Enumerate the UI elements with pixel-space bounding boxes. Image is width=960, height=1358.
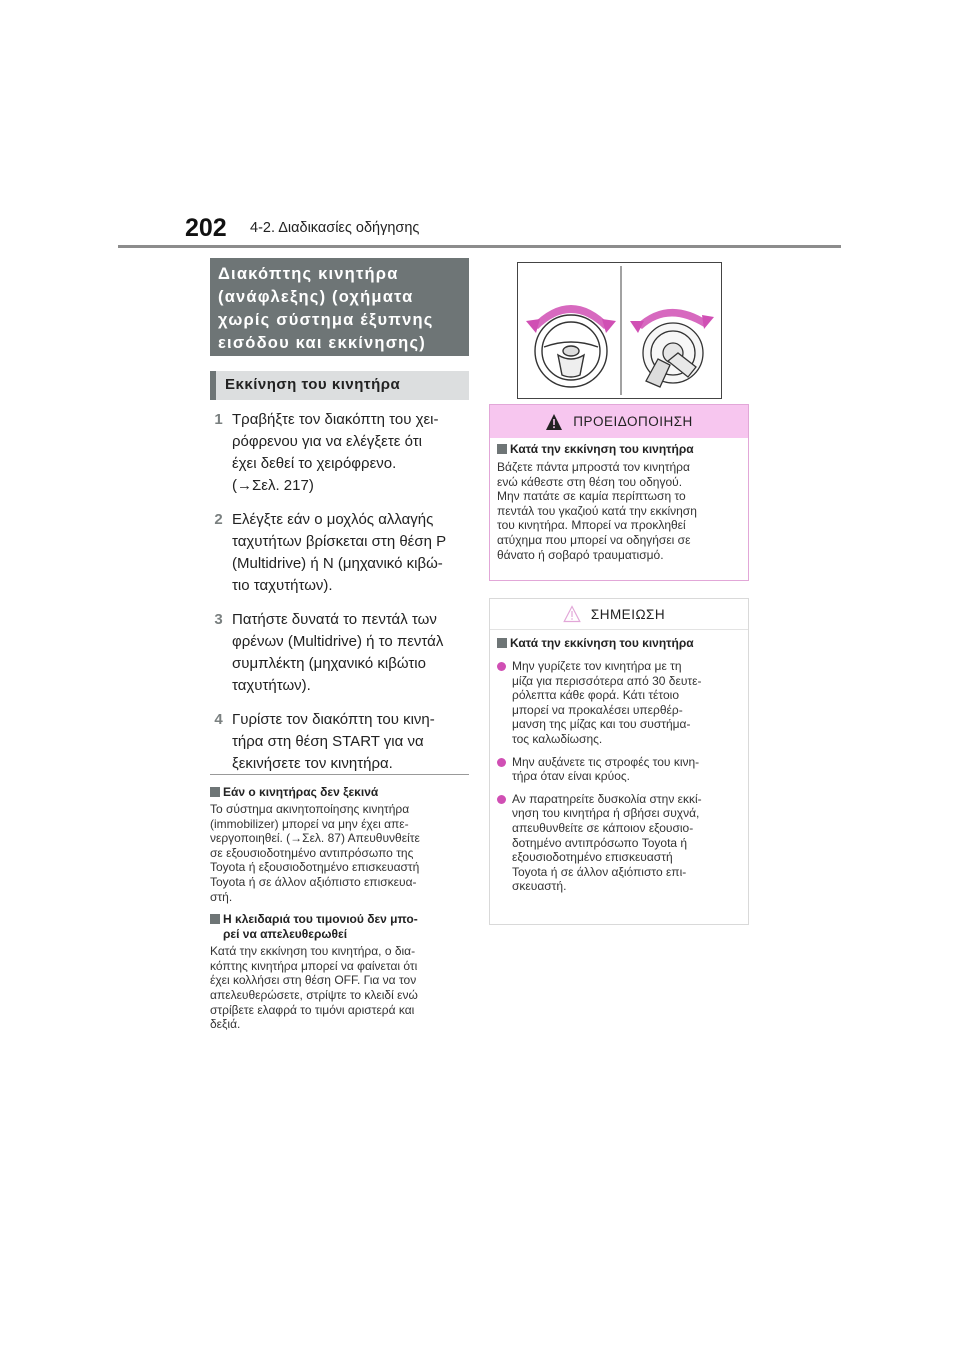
- bullet-line: τήρα όταν είναι κρύος.: [512, 769, 630, 784]
- chapter-title-line: Διακόπτης κινητήρα: [218, 265, 399, 283]
- warning-triangle-icon: [545, 413, 563, 431]
- step-line: ξεκινήσετε τον κινητήρα.: [232, 755, 393, 772]
- note-heading-line: Εάν ο κινητήρας δεν ξεκινά: [223, 785, 379, 799]
- square-bullet-icon: [497, 444, 507, 454]
- note-header: [490, 599, 748, 630]
- steering-ignition-illustration: [517, 262, 722, 399]
- note-heading-line: ρεί να απελευθερωθεί: [223, 927, 348, 942]
- note-line: στρίβετε ελαφρά το τιμόνι αριστερά και: [210, 1002, 415, 1017]
- note-box: [489, 598, 749, 925]
- step-number: 2: [214, 511, 223, 528]
- note-heading: [210, 785, 472, 800]
- step-line: τήρα στη θέση START για να: [232, 733, 424, 750]
- step-line: φρένων (Multidrive) ή το πεντάλ: [232, 633, 444, 650]
- step-text: [227, 409, 438, 497]
- note-subheading: [497, 636, 739, 651]
- bullet-dot-icon: [497, 758, 506, 767]
- notes-divider: [210, 774, 469, 775]
- notes-section: [210, 779, 472, 1032]
- bullet-line: Αν παρατηρείτε δυσκολία στην εκκί-: [512, 791, 702, 806]
- step-line: (Multidrive) ή N (μηχανικό κιβώ-: [232, 555, 443, 572]
- bullet-line: Μην γυρίζετε τον κινητήρα με τη: [512, 659, 682, 673]
- warning-title: ΠΡΟΕΙΔΟΠΟΙΗΣΗ: [573, 414, 693, 429]
- bullet-line: μανση της μίζας και του συστήμα-: [512, 717, 691, 732]
- step-line: τιο ταχυτήτων).: [232, 577, 333, 594]
- square-bullet-icon: [210, 787, 220, 797]
- note-bullet: [497, 755, 739, 784]
- bullet-line: τος καλωδίωσης.: [512, 731, 603, 746]
- chapter-title-line: (ανάφλεξης) (οχήματα: [218, 288, 414, 306]
- bullet-line: νηση του κινητήρα ή σβήσει συχνά,: [512, 806, 700, 821]
- bullet-dot-icon: [497, 795, 506, 804]
- step-line: συμπλέκτη (μηχανικό κιβώτιο: [232, 655, 426, 672]
- note-bullet: [497, 659, 739, 747]
- caution-triangle-icon: [563, 605, 581, 623]
- note-line: απελευθερώσετε, στρίψτε το κλειδί ενώ: [210, 987, 418, 1002]
- bullet-line: ρόλεπτα κάθε φορά. Κάτι τέτοιο: [512, 688, 679, 703]
- step-line: έχει δεθεί το χειρόφρενο.: [232, 455, 397, 472]
- step-item: [210, 709, 472, 775]
- illustration-svg: [518, 263, 721, 398]
- bullet-line: απευθυνθείτε σε κάποιον εξουσιο-: [512, 820, 694, 835]
- bullet-line: σκευαστή.: [512, 879, 567, 894]
- note-line: έχει κολλήσει στη θέση OFF. Για να τον: [210, 973, 417, 988]
- warning-line: Μην πατάτε σε καμία περίπτωση το: [497, 489, 686, 504]
- note-subheading-text: Κατά την εκκίνηση του κινητήρα: [510, 636, 694, 650]
- warning-subheading: [497, 442, 739, 457]
- square-bullet-icon: [497, 638, 507, 648]
- square-bullet-icon: [210, 914, 220, 924]
- ignition-key-icon: [643, 323, 703, 387]
- warning-line: Βάζετε πάντα μπροστά τον κινητήρα: [497, 460, 690, 474]
- step-number: 1: [214, 411, 223, 428]
- note-line: κόπτης κινητήρα μπορεί να φαίνεται ότι: [210, 958, 418, 973]
- step-line: Γυρίστε τον διακόπτη του κινη-: [232, 711, 435, 728]
- step-line: (→Σελ. 217): [232, 477, 314, 494]
- step-item: [210, 409, 472, 497]
- step-line: Ελέγξτε εάν ο μοχλός αλλαγής: [232, 511, 434, 528]
- note-heading: [210, 912, 472, 942]
- note-line: σε εξουσιοδοτημένο αντιπρόσωπο της: [210, 845, 414, 860]
- note-line: δεξιά.: [210, 1017, 241, 1032]
- bullet-line: δοτημένο αντιπρόσωπο Toyota ή: [512, 835, 688, 850]
- step-number: 4: [214, 711, 223, 728]
- step-item: [210, 609, 472, 697]
- step-line: ρόφρενου για να ελέγξετε ότι: [232, 433, 422, 450]
- bullet-line: μπορεί να προκαλέσει υπερθέρ-: [512, 702, 683, 717]
- note-body: [490, 630, 748, 894]
- note-title: ΣΗΜΕΙΩΣΗ: [590, 606, 666, 622]
- warning-header: [490, 405, 748, 438]
- warning-line: ατύχημα που μπορεί να οδηγήσει σε: [497, 532, 691, 547]
- bullet-dot-icon: [497, 662, 506, 671]
- note-line: στή.: [210, 889, 233, 904]
- chapter-title-line: χωρίς σύστημα έξυπνης: [218, 311, 434, 329]
- note-heading-line: Η κλειδαριά του τιμονιού δεν μπο-: [223, 912, 418, 927]
- warning-text: [497, 460, 739, 562]
- page-number: 202: [185, 214, 227, 242]
- warning-line: του κινητήρα. Μπορεί να προκληθεί: [497, 518, 686, 533]
- step-line: Τραβήξτε τον διακόπτη του χει-: [232, 411, 439, 428]
- note-line: (immobilizer) μπορεί να μην έχει απε-: [210, 816, 409, 831]
- bullet-line: μίζα για περισσότερα από 30 δευτε-: [512, 673, 702, 688]
- note-line: Κατά την εκκίνηση του κινητήρα, ο δια-: [210, 944, 416, 959]
- warning-line: ενώ κάθεστε στη θέση του οδηγού.: [497, 474, 683, 489]
- warning-body: [490, 438, 748, 562]
- note-body: [210, 802, 472, 904]
- note-line: Toyota ή εξουσιοδοτημένο επισκευαστή: [210, 860, 420, 875]
- section-title: 4-2. Διαδικασίες οδήγησης: [250, 220, 420, 236]
- step-line: Πατήστε δυνατά το πεντάλ των: [232, 611, 437, 628]
- steering-wheel-icon: [535, 315, 607, 387]
- header-divider: [118, 245, 841, 248]
- chapter-title-box: [210, 258, 469, 356]
- bullet-line: εξουσιοδοτημένο επισκευαστή: [512, 850, 673, 865]
- steps-list: [210, 409, 472, 787]
- step-text: [227, 709, 435, 775]
- step-text: [227, 609, 443, 697]
- subsection-title: Εκκίνηση του κινητήρα: [210, 371, 469, 400]
- warning-subheading-text: Κατά την εκκίνηση του κινητήρα: [510, 442, 694, 456]
- warning-line: θάνατο ή σοβαρό τραυματισμό.: [497, 547, 664, 562]
- note-line: Το σύστημα ακινητοποίησης κινητήρα: [210, 802, 410, 816]
- chapter-title-line: εισόδου και εκκίνησης): [218, 334, 426, 352]
- step-line: ταχυτήτων).: [232, 677, 311, 694]
- warning-line: πεντάλ του γκαζιού κατά την εκκίνηση: [497, 503, 697, 518]
- note-line: νεργοποιηθεί. (→Σελ. 87) Απευθυνθείτε: [210, 831, 420, 846]
- note-bullet: [497, 792, 739, 894]
- bullet-line: Μην αυξάνετε τις στροφές του κινη-: [512, 754, 700, 769]
- note-line: Toyota ή σε άλλον αξιόπιστο επισκευα-: [210, 874, 417, 889]
- step-number: 3: [214, 611, 223, 628]
- bullet-line: Toyota ή σε άλλον αξιόπιστο επι-: [512, 864, 687, 879]
- note-body: [210, 944, 472, 1032]
- step-text: [227, 509, 446, 597]
- step-item: [210, 509, 472, 597]
- step-line: ταχυτήτων βρίσκεται στη θέση P: [232, 533, 447, 550]
- warning-box: [489, 404, 749, 581]
